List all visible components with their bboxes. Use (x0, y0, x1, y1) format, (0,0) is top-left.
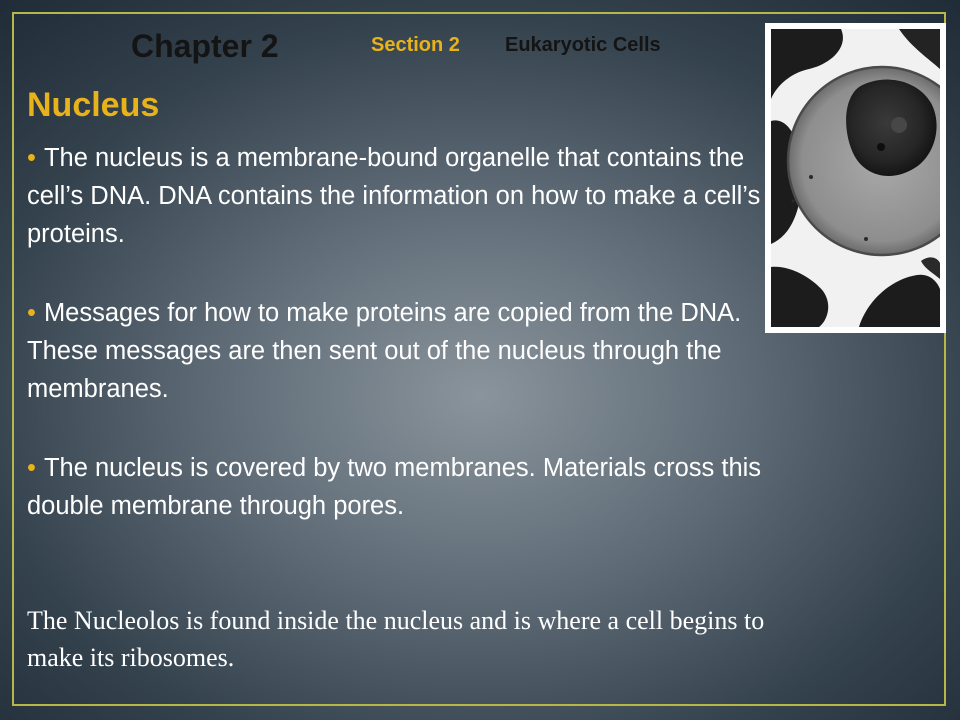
bullet-marker: • (27, 299, 36, 327)
bullet-marker: • (27, 144, 36, 172)
nucleolus-note: The Nucleolos is found inside the nucleus and is where a cell begins to make its ribosomes. (27, 606, 765, 672)
bullet-item (27, 449, 767, 525)
bullet-text: Messages for how to make proteins are copied from the DNA. These messages are then sent out of the nucleus through the membranes. (27, 299, 742, 403)
bullet-item (27, 294, 767, 408)
bullet-item (27, 139, 767, 253)
cell-micrograph-icon (771, 29, 940, 327)
bullet-text: The nucleus is covered by two membranes. Materials cross this double membrane through pores. (27, 454, 762, 520)
bullet-marker: • (27, 454, 36, 482)
section-title: Eukaryotic Cells (505, 34, 661, 56)
slide-heading: Nucleus (27, 86, 160, 124)
section-label: Section 2 (371, 34, 460, 56)
bullet-text: The nucleus is a membrane-bound organelle that contains the cell’s DNA. DNA contains the information on how to make a cell’s proteins. (27, 144, 761, 248)
chapter-title: Chapter 2 (131, 28, 279, 64)
cell-micrograph-image (765, 23, 946, 333)
